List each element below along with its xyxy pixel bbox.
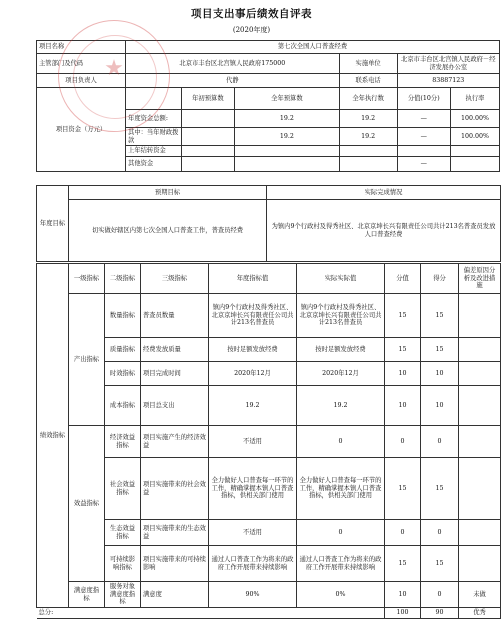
- row-score: 15: [385, 546, 421, 582]
- funds-row-name: 年度资金总额:: [126, 110, 182, 128]
- row-l3: 项目实施带来的生态效益: [141, 520, 209, 546]
- row-reason: [459, 338, 501, 362]
- row-target: 不适用: [209, 426, 297, 458]
- score-header: 分值(10分): [397, 88, 450, 110]
- funds-row-initial: [181, 157, 234, 172]
- total-points: 90: [421, 608, 459, 619]
- performance-table: [36, 263, 501, 619]
- row-l3: 经费发放质量: [141, 338, 209, 362]
- project-name-value: 第七次全国人口普查经费: [126, 41, 500, 54]
- table-row: [37, 582, 501, 608]
- row-reason: [459, 520, 501, 546]
- funds-row-name: 上年结转资金: [126, 146, 182, 157]
- funds-row-rate: [450, 157, 499, 172]
- table-row: [37, 426, 501, 458]
- seal-star-icon: ★: [104, 56, 124, 81]
- satisfaction-label: 满意度指标: [69, 582, 105, 608]
- table-row: [37, 458, 501, 520]
- funds-row-score: —: [397, 128, 450, 146]
- row-l2: 可持续影响指标: [105, 546, 141, 582]
- full-budget-header: 全年预算数: [235, 88, 340, 110]
- row-l2: 数量指标: [105, 294, 141, 338]
- row-target: 不适用: [209, 520, 297, 546]
- row-reason: [459, 386, 501, 426]
- phone-label: 联系电话: [339, 74, 397, 88]
- funds-row-full-exec: [339, 157, 397, 172]
- row-l3: 项目实施带来的可持续影响: [141, 546, 209, 582]
- table-row: [37, 338, 501, 362]
- page-title: 项目支出事后绩效自评表: [191, 8, 312, 20]
- row-l3: 项目实施产生的经济效益: [141, 426, 209, 458]
- row-l2: 经济效益指标: [105, 426, 141, 458]
- funds-label: 项目资金（万元）: [37, 88, 126, 172]
- actual-result: 为镇内9个行政村及得秀社区、北京京坤长兴有限责任公司共计213名普查员发放人口普查经费: [267, 200, 501, 262]
- funds-row-full-exec: 19.2: [339, 110, 397, 128]
- row-score: 10: [385, 362, 421, 386]
- table-row: [37, 386, 501, 426]
- funds-row-initial: [181, 146, 234, 157]
- row-target: 2020年12月: [209, 362, 297, 386]
- funds-row-rate: 100.00%: [450, 110, 499, 128]
- reason-header: 偏差原因分析及改进措施: [459, 264, 501, 294]
- row-l2: 服务对象满意度指标: [105, 582, 141, 608]
- row-points: 0: [421, 426, 459, 458]
- page-subtitle: (2020年度): [232, 26, 271, 34]
- row-actual: 镇内9个行政村及得秀社区、北京京坤长兴有限责任公司共计213名普查员: [297, 294, 385, 338]
- row-score: 15: [385, 294, 421, 338]
- row-l2: 社会效益指标: [105, 458, 141, 520]
- funds-row-name: 其中：当年财政拨款: [126, 128, 182, 146]
- project-name-label: 项目名称: [37, 41, 126, 54]
- funds-row-initial: [181, 128, 234, 146]
- funds-row-initial: [181, 110, 234, 128]
- row-score: 15: [385, 338, 421, 362]
- funds-row-full-exec: [339, 146, 397, 157]
- row-score: 0: [385, 426, 421, 458]
- row-points: 15: [421, 546, 459, 582]
- row-points: 15: [421, 294, 459, 338]
- row-target: 按时足额发放经费: [209, 338, 297, 362]
- funds-row-rate: [450, 146, 499, 157]
- goals-table: [36, 185, 501, 262]
- unit-value: 北京市丰台区北宫镇人民政府－经济发展办公室: [397, 54, 499, 74]
- row-score: 15: [385, 458, 421, 520]
- unit-label: 实施单位: [339, 54, 397, 74]
- dept-label: 主管部门及代码: [37, 54, 126, 74]
- info-table: [36, 40, 500, 172]
- row-reason: [459, 294, 501, 338]
- row-actual: 2020年12月: [297, 362, 385, 386]
- actual-header: 实际实际值: [297, 264, 385, 294]
- row-l2: 质量指标: [105, 338, 141, 362]
- row-target: 90%: [209, 582, 297, 608]
- level3-header: 三级指标: [141, 264, 209, 294]
- row-points: 10: [421, 386, 459, 426]
- grade: 优秀: [459, 608, 501, 619]
- level1-header: 一级指标: [69, 264, 105, 294]
- row-reason: [459, 362, 501, 386]
- row-target: 19.2: [209, 386, 297, 426]
- row-score: 10: [385, 582, 421, 608]
- perf-group-label: 绩效指标: [37, 264, 69, 608]
- initial-budget-header: 年初预算数: [181, 88, 234, 110]
- funds-row-full-budget: [235, 157, 340, 172]
- output-label: 产出指标: [69, 294, 105, 426]
- row-reason: 未做: [459, 582, 501, 608]
- row-l3: 普查员数量: [141, 294, 209, 338]
- row-reason: [459, 426, 501, 458]
- row-l3: 满意度: [141, 582, 209, 608]
- funds-row-full-budget: 19.2: [235, 128, 340, 146]
- actual-header: 实际完成情况: [267, 186, 501, 200]
- funds-row-full-exec: 19.2: [339, 128, 397, 146]
- row-score: 0: [385, 520, 421, 546]
- row-l3: 项目实施带来的社会效益: [141, 458, 209, 520]
- row-points: 15: [421, 338, 459, 362]
- row-target: 全力做好人口普查每一环节的工作，精确掌握本镇人口普查指标，供相关部门使用: [209, 458, 297, 520]
- table-row: [37, 546, 501, 582]
- row-l2: 生态效益指标: [105, 520, 141, 546]
- goals-label: 年度目标: [37, 186, 69, 262]
- table-row: [37, 294, 501, 338]
- row-actual: 通过人口普查工作为将来的政府工作开展带来持续影响: [297, 546, 385, 582]
- row-actual: 19.2: [297, 386, 385, 426]
- expected-header: 预期目标: [69, 186, 267, 200]
- level2-header: 二级指标: [105, 264, 141, 294]
- funds-row-rate: 100.00%: [450, 128, 499, 146]
- row-actual: 0: [297, 426, 385, 458]
- full-exec-header: 全年执行数: [339, 88, 397, 110]
- dept-value: 北京市丰台区北宫镇人民政府175000: [126, 54, 340, 74]
- rate-header: 执行率: [450, 88, 499, 110]
- table-row: [37, 362, 501, 386]
- row-points: 10: [421, 362, 459, 386]
- phone-value: 83887123: [397, 74, 499, 88]
- funds-row-score: —: [397, 110, 450, 128]
- row-actual: 全力做好人口普查每一环节的工作，精确掌握本镇人口普查指标，供相关部门使用: [297, 458, 385, 520]
- row-points: 15: [421, 458, 459, 520]
- row-actual: 0: [297, 520, 385, 546]
- row-target: 镇内9个行政村及得秀社区、北京京坤长兴有限责任公司共计213名普查员: [209, 294, 297, 338]
- expected-goal: 切实做好辖区内第七次全国人口普查工作，普查员经费: [69, 200, 267, 262]
- leader-value: 代静: [126, 74, 340, 88]
- points-header: 得分: [421, 264, 459, 294]
- funds-row-full-budget: 19.2: [235, 110, 340, 128]
- row-l2: 时效指标: [105, 362, 141, 386]
- row-reason: [459, 546, 501, 582]
- row-points: 0: [421, 520, 459, 546]
- row-reason: [459, 458, 501, 520]
- row-actual: 按时足额发放经费: [297, 338, 385, 362]
- row-l2: 成本指标: [105, 386, 141, 426]
- total-row: [37, 608, 501, 619]
- funds-row-score: —: [397, 157, 450, 172]
- leader-label: 项目负责人: [37, 74, 126, 88]
- row-l3: 项目完成时间: [141, 362, 209, 386]
- target-header: 年度指标值: [209, 264, 297, 294]
- table-row: [37, 520, 501, 546]
- funds-row-score: [397, 146, 450, 157]
- row-points: 0: [421, 582, 459, 608]
- row-target: 通过人口普查工作为将来的政府工作开展带来持续影响: [209, 546, 297, 582]
- total-label: 总分:: [37, 608, 385, 619]
- funds-row-full-budget: [235, 146, 340, 157]
- total-score: 100: [385, 608, 421, 619]
- funds-row-name: 其他资金: [126, 157, 182, 172]
- row-l3: 项目总支出: [141, 386, 209, 426]
- benefit-label: 效益指标: [69, 426, 105, 582]
- row-score: 10: [385, 386, 421, 426]
- score-header: 分值: [385, 264, 421, 294]
- row-actual: 0%: [297, 582, 385, 608]
